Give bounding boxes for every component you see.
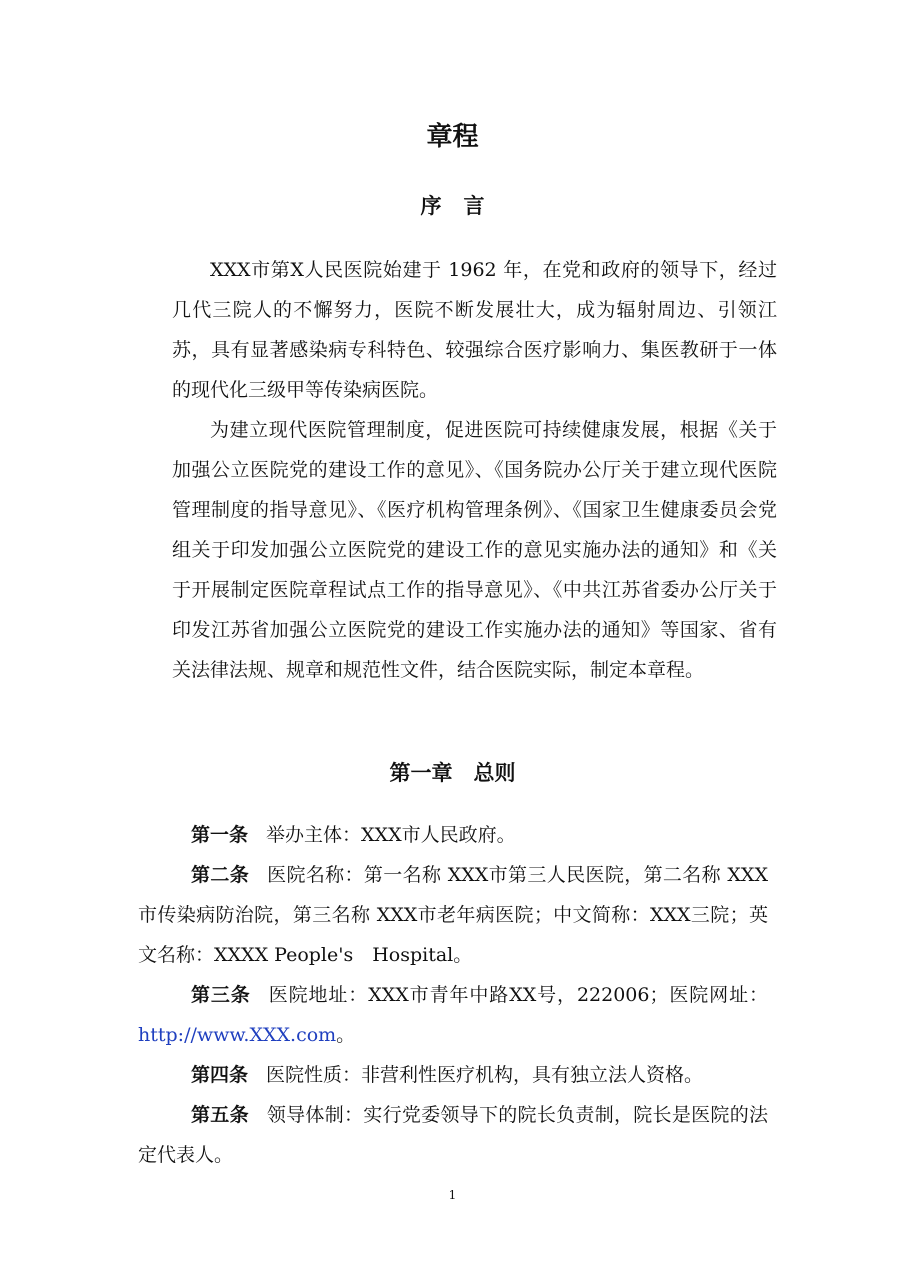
article-3: [138, 975, 768, 1055]
article-text: 医院性质：非营利性医疗机构，具有独立法人资格。: [266, 1064, 704, 1086]
preface-paragraph-1: XXX市第X人民医院始建于 1962 年，在党和政府的领导下，经过几代三院人的不懈努力，医院不断发展壮大，成为辐射周边、引领江苏，具有显著感染病专科特色、较强综合医疗影响力、集医教研于一体的现代化三级甲等传染病医院。: [172, 259, 777, 401]
article-text: 领导体制：实行党委领导下的院长负责制，院长是医院的法定代表人。: [138, 1104, 768, 1166]
preface-heading: 序言: [420, 194, 507, 218]
article-label: 第一条: [191, 824, 249, 846]
chapter-heading: 第一章 总则: [389, 761, 516, 785]
preface-paragraph-2: 为建立现代医院管理制度，促进医院可持续健康发展，根据《关于加强公立医院党的建设工作的意见》、《国务院办公厅关于建立现代医院管理制度的指导意见》、《医疗机构管理条例》、《国家卫生健康委员会党组关于印发加强公立医院党的建设工作的意见实施办法的通知》和《关于开展制定医院章程试点工作的指导意见》、《中共江苏省委办公厅关于印发江苏省加强公立医院党的建设工作实施办法的通知》等国家、省有关法律法规、规章和规范性文件，结合医院实际，制定本章程。: [172, 419, 777, 681]
article-text-tail: 。: [336, 1024, 356, 1046]
article-4: [138, 1055, 768, 1095]
document-title: 章程: [426, 122, 479, 152]
hospital-website-link[interactable]: http://www.XXX.com: [138, 1024, 337, 1046]
article-text: 医院地址：XXX市青年中路XX号，222006；医院网址：: [268, 984, 768, 1006]
article-2: [138, 855, 768, 975]
article-label: 第五条: [191, 1104, 249, 1126]
article-5: [138, 1095, 768, 1175]
article-label: 第二条: [191, 864, 250, 886]
article-label: 第四条: [191, 1064, 249, 1086]
article-text: 举办主体：XXX市人民政府。: [266, 824, 516, 846]
article-1: [138, 815, 768, 855]
article-label: 第三条: [191, 984, 251, 1006]
page-number: 1: [448, 1188, 457, 1202]
article-text: 医院名称：第一名称 XXX市第三人民医院，第二名称 XXX市传染病防治院，第三名称 XXX市老年病医院；中文简称：XXX三院；英文名称：XXXX People's Hospital。: [138, 864, 768, 966]
